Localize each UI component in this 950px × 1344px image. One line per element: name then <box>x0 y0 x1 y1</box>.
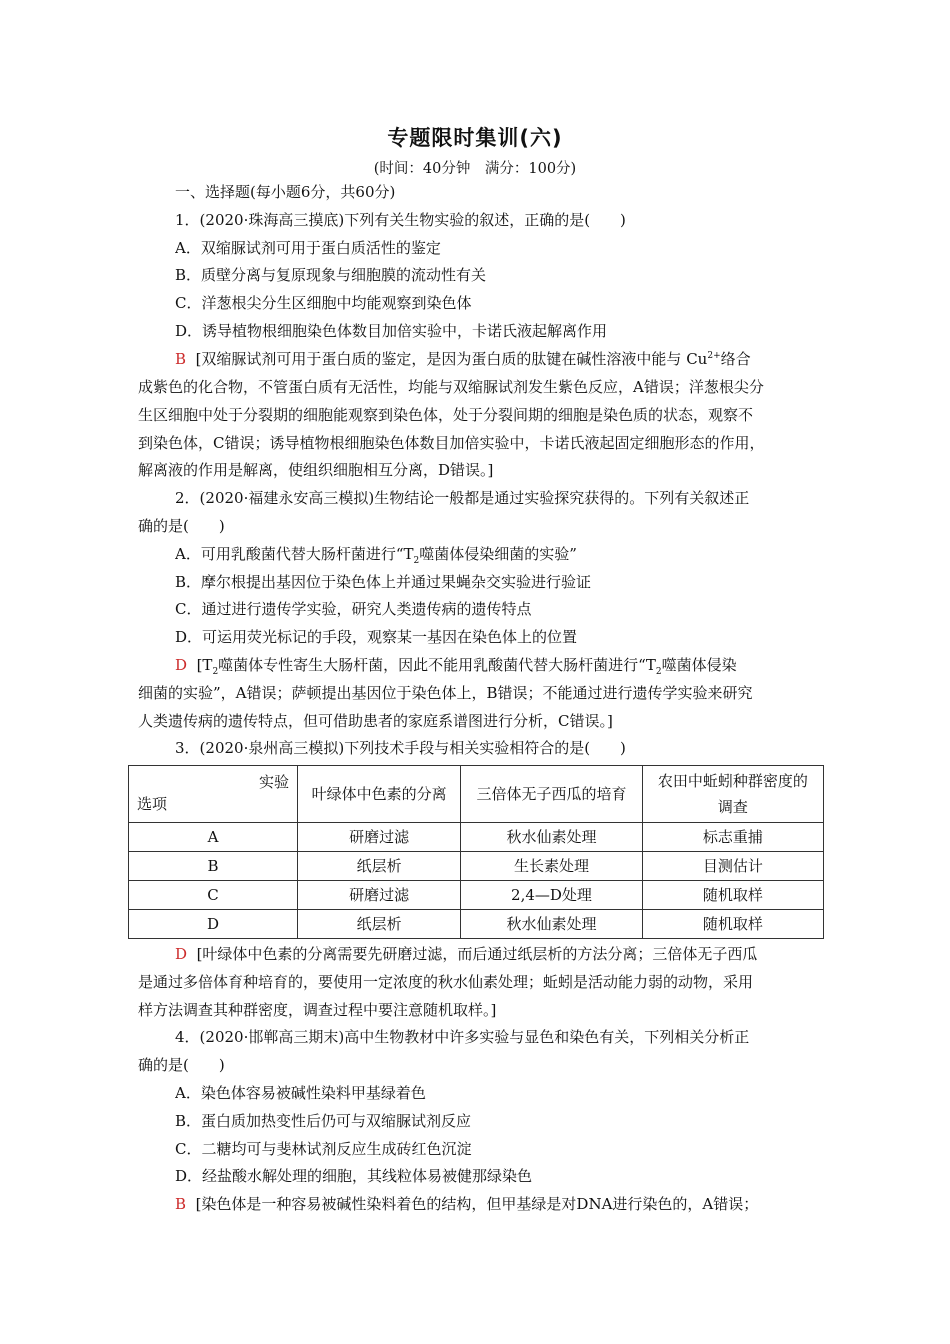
table-row <box>129 881 824 910</box>
q3-stem: 3．(2020·泉州高三模拟)下列技术手段与相关实验相符合的是( ) <box>175 739 626 757</box>
q3-options-table <box>128 765 824 939</box>
q2-option-a: A．可用乳酸菌代替大肠杆菌进行“$T_2$噬菌体侵染细菌的实验” <box>175 545 577 564</box>
q1-option-d: D．诱导植物根细胞染色体数目加倍实验中，卡诺氏液起解离作用 <box>175 322 608 340</box>
q1-answer: B <box>175 350 187 368</box>
table-header-cell: 三倍体无子西瓜的培育 <box>461 766 642 823</box>
table-cell: 目测估计 <box>642 852 823 881</box>
q4-answer: B <box>175 1195 187 1213</box>
table-cell: 秋水仙素处理 <box>461 910 642 939</box>
q3-explanation-line2: 是通过多倍体育种培育的，要使用一定浓度的秋水仙素处理；蚯蚓是活动能力弱的动物，采用 <box>138 973 754 991</box>
table-cell: 纸层析 <box>298 852 461 881</box>
corner-option-label: 选项 <box>137 795 168 813</box>
table-cell: 标志重捕 <box>642 823 823 852</box>
table-row <box>129 823 824 852</box>
q1-explanation-line3: 生区细胞中处于分裂期的细胞能观察到染色体，处于分裂间期的细胞是染色质的状态，观察不 <box>138 406 754 424</box>
q4-option-b: B．蛋白质加热变性后仍可与双缩脲试剂反应 <box>175 1112 472 1130</box>
q1-explanation-line1: B [双缩脲试剂可用于蛋白质的鉴定，是因为蛋白质的肽键在碱性溶液中能与 $Cu^{2+}$络合 <box>175 350 751 368</box>
table-cell: 生长素处理 <box>461 852 642 881</box>
table-corner-cell <box>129 766 298 823</box>
q1-option-c: C．洋葱根尖分生区细胞中均能观察到染色体 <box>175 294 472 312</box>
q2-option-b: B．摩尔根提出基因位于染色体上并通过果蝇杂交实验进行验证 <box>175 573 592 591</box>
q1-explanation-line5: 解离液的作用是解离，使组织细胞相互分离，D错误。] <box>138 461 494 479</box>
q1-stem: 1．(2020·珠海高三摸底)下列有关生物实验的叙述，正确的是( ) <box>175 211 626 229</box>
table-row <box>129 852 824 881</box>
q4-option-a: A．染色体容易被碱性染料甲基绿着色 <box>175 1084 426 1102</box>
q2-stem-line1: 2．(2020·福建永安高三模拟)生物结论一般都是通过实验探究获得的。下列有关叙述正 <box>175 489 750 507</box>
q4-explanation-line1: B [染色体是一种容易被碱性染料着色的结构，但甲基绿是对DNA进行染色的，A错误； <box>175 1195 759 1213</box>
q1-option-b: B．质壁分离与复原现象与细胞膜的流动性有关 <box>175 266 487 284</box>
table-cell: D <box>129 910 298 939</box>
q1-explanation-line2: 成紫色的化合物，不管蛋白质有无活性，均能与双缩脲试剂发生紫色反应，A错误；洋葱根尖分 <box>138 378 764 396</box>
table-cell: 随机取样 <box>642 910 823 939</box>
q2-option-c: C．通过进行遗传学实验，研究人类遗传病的遗传特点 <box>175 600 532 618</box>
table-header-cell: 农田中蚯蚓种群密度的调查 <box>642 766 823 823</box>
corner-experiment-label: 实验 <box>258 773 289 791</box>
q4-option-c: C．二糖均可与斐林试剂反应生成砖红色沉淀 <box>175 1140 472 1158</box>
q3-answer: D <box>175 945 188 963</box>
table-cell: 纸层析 <box>298 910 461 939</box>
q2-explanation-line2: 细菌的实验”，A错误；萨顿提出基因位于染色体上，B错误；不能通过进行遗传学实验来研究 <box>138 684 753 702</box>
q1-option-a: A．双缩脲试剂可用于蛋白质活性的鉴定 <box>175 239 441 257</box>
section-heading: 一、选择题(每小题6分，共60分) <box>175 183 396 201</box>
q3-explanation-line3: 样方法调查其种群密度，调查过程中要注意随机取样。] <box>138 1001 497 1019</box>
table-cell: 2,4—D处理 <box>461 881 642 910</box>
table-cell: 随机取样 <box>642 881 823 910</box>
q2-explanation-line3: 人类遗传病的遗传特点，但可借助患者的家庭系谱图进行分析，C错误。] <box>138 712 613 730</box>
table-cell: C <box>129 881 298 910</box>
table-cell: 研磨过滤 <box>298 823 461 852</box>
q4-option-d: D．经盐酸水解处理的细胞，其线粒体易被健那绿染色 <box>175 1167 533 1185</box>
q3-explanation-line1: D [叶绿体中色素的分离需要先研磨过滤，而后通过纸层析的方法分离；三倍体无子西瓜 <box>175 945 758 963</box>
page-title: 专题限时集训(六) <box>387 126 563 150</box>
table-cell: A <box>129 823 298 852</box>
table-header-cell: 叶绿体中色素的分离 <box>298 766 461 823</box>
table-cell: B <box>129 852 298 881</box>
q1-explanation-line4: 到染色体，C错误；诱导植物根细胞染色体数目加倍实验中，卡诺氏液起固定细胞形态的作用， <box>138 434 765 452</box>
table-cell: 秋水仙素处理 <box>461 823 642 852</box>
table-row <box>129 910 824 939</box>
q4-stem-line2: 确的是( ) <box>138 1056 225 1074</box>
table-cell: 研磨过滤 <box>298 881 461 910</box>
q2-stem-line2: 确的是( ) <box>138 517 225 535</box>
page-subtitle: (时间：40分钟 满分：100分) <box>373 161 577 177</box>
q2-answer: D <box>175 656 188 674</box>
q2-explanation-line1: D [$T_2$噬菌体专性寄生大肠杆菌，因此不能用乳酸菌代替大肠杆菌进行“$T_2$噬菌体侵染 <box>175 656 737 675</box>
table-header-row <box>129 766 824 823</box>
q4-stem-line1: 4．(2020·邯郸高三期末)高中生物教材中许多实验与显色和染色有关，下列相关分析正 <box>175 1028 750 1046</box>
q2-option-d: D．可运用荧光标记的手段，观察某一基因在染色体上的位置 <box>175 628 578 646</box>
